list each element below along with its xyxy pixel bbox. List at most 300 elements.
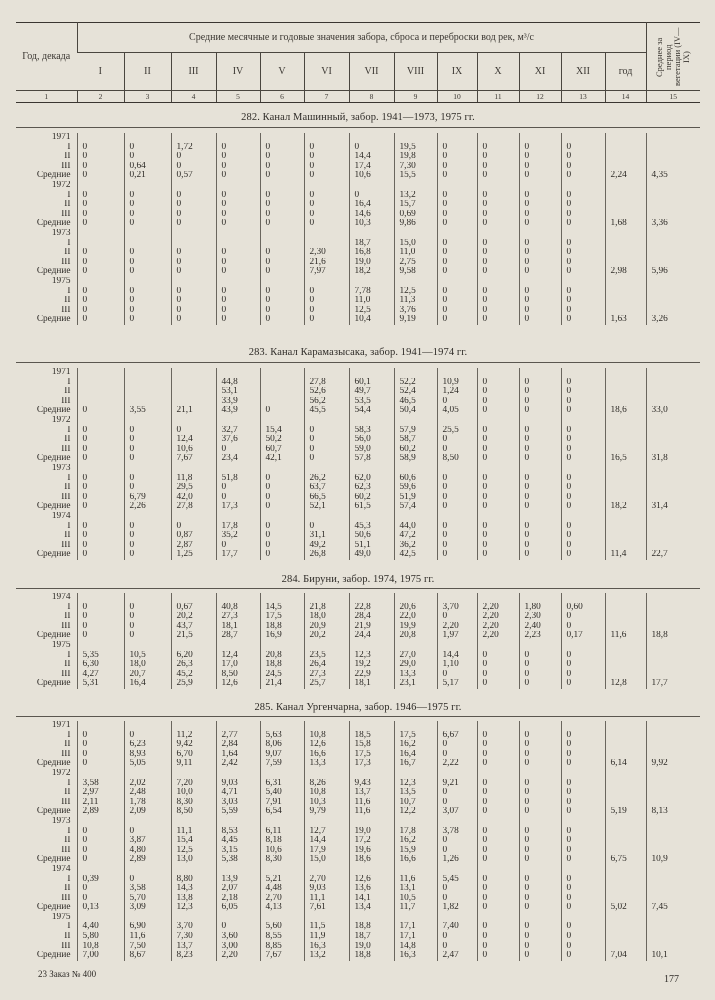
table-cell: 13,7 — [171, 942, 216, 952]
table-cell: 12,6 — [216, 679, 260, 689]
table-cell — [477, 641, 519, 651]
table-cell: 0 — [519, 750, 561, 760]
row-label: III — [61, 161, 71, 171]
table-cell — [437, 181, 477, 191]
table-cell — [394, 181, 437, 191]
table-cell: 59,0 — [349, 445, 394, 455]
table-cell: 0 — [77, 306, 124, 316]
table-cell: 5,21 — [260, 875, 304, 885]
table-cell: 0 — [519, 807, 561, 817]
table-cell: 0 — [77, 258, 124, 268]
table-cell: 0 — [561, 951, 605, 961]
table-cell: 0 — [561, 622, 605, 632]
table-cell: 15,4 — [171, 836, 216, 846]
table-cell — [124, 817, 171, 827]
table-cell — [394, 229, 437, 239]
table-cell: 0 — [216, 143, 260, 153]
row-label: III — [61, 396, 71, 406]
table-cell — [216, 512, 260, 522]
table-cell — [394, 721, 437, 731]
table-cell — [124, 397, 171, 407]
table-cell: 7,67 — [171, 454, 216, 464]
table-cell: 0 — [561, 827, 605, 837]
table-cell: 0 — [561, 474, 605, 484]
table-row — [16, 779, 700, 789]
table-cell — [260, 769, 304, 779]
table-cell — [519, 277, 561, 287]
table-cell — [646, 894, 700, 904]
table-cell: 2,20 — [477, 622, 519, 632]
table-cell: 0 — [561, 660, 605, 670]
table-cell — [605, 641, 646, 651]
table-cell: 8,23 — [171, 951, 216, 961]
table-cell: 5,45 — [437, 875, 477, 885]
table-cell: 0 — [216, 267, 260, 277]
table-cell — [646, 445, 700, 455]
table-cell: 2,24 — [605, 171, 646, 181]
table-cell — [605, 622, 646, 632]
table-row — [16, 502, 700, 512]
table-cell: 7,50 — [124, 942, 171, 952]
row-label: 1975 — [51, 276, 71, 286]
table-cell: 0 — [519, 258, 561, 268]
col-number: 5 — [216, 91, 260, 103]
table-cell — [646, 612, 700, 622]
table-cell — [216, 721, 260, 731]
table-cell: 0 — [77, 522, 124, 532]
col-number: 12 — [519, 91, 561, 103]
table-cell — [216, 239, 260, 249]
table-cell: 0 — [124, 454, 171, 464]
table-cell: 16,5 — [605, 454, 646, 464]
table-cell: 0 — [216, 483, 260, 493]
table-cell — [646, 942, 700, 952]
table-cell: 3,87 — [124, 836, 171, 846]
table-cell — [77, 416, 124, 426]
table-cell: 0 — [477, 378, 519, 388]
table-row — [16, 660, 700, 670]
table-cell — [124, 416, 171, 426]
table-cell — [646, 435, 700, 445]
table-cell: 0,64 — [124, 162, 171, 172]
table-cell: 6,30 — [77, 660, 124, 670]
table-cell — [646, 788, 700, 798]
table-cell — [171, 181, 216, 191]
table-cell: 0,87 — [171, 531, 216, 541]
table-cell: 7,59 — [260, 759, 304, 769]
table-cell: 57,4 — [394, 502, 437, 512]
table-cell: 17,5 — [394, 731, 437, 741]
table-cell: 0 — [561, 798, 605, 808]
section-title: 283. Канал Карамазысака, забор. 1941—1974 гг. — [248, 347, 468, 358]
table-cell: 0 — [77, 287, 124, 297]
table-cell: 2,47 — [437, 951, 477, 961]
table-cell — [646, 239, 700, 249]
table-cell: 14,1 — [349, 894, 394, 904]
table-cell: 19,5 — [394, 143, 437, 153]
table-cell: 0 — [124, 306, 171, 316]
row-label: 1973 — [51, 816, 71, 826]
table-cell: 18,1 — [216, 622, 260, 632]
table-cell: 58,7 — [394, 435, 437, 445]
table-cell: 0 — [519, 239, 561, 249]
table-cell: 0 — [260, 267, 304, 277]
table-cell: 0 — [519, 200, 561, 210]
table-cell: 16,2 — [394, 836, 437, 846]
table-cell: 2,20 — [477, 603, 519, 613]
table-cell — [561, 913, 605, 923]
table-cell: 4,35 — [646, 171, 700, 181]
col-number: 4 — [171, 91, 216, 103]
table-cell — [349, 817, 394, 827]
table-cell: 18,0 — [124, 660, 171, 670]
table-cell: 13,2 — [304, 951, 349, 961]
table-cell — [605, 884, 646, 894]
table-cell: 0 — [437, 248, 477, 258]
table-cell: 3,55 — [124, 406, 171, 416]
table-cell — [77, 133, 124, 143]
table-cell: 31,8 — [646, 454, 700, 464]
table-cell: 0 — [437, 239, 477, 249]
table-cell — [77, 181, 124, 191]
table-cell: 0 — [437, 493, 477, 503]
table-cell: 2,89 — [124, 855, 171, 865]
table-cell: 28,7 — [216, 631, 260, 641]
table-cell: 0 — [561, 670, 605, 680]
table-cell: 31,1 — [304, 531, 349, 541]
table-row — [16, 740, 700, 750]
table-cell: 0 — [519, 660, 561, 670]
table-cell: 0 — [124, 445, 171, 455]
table-cell: 16,3 — [394, 951, 437, 961]
table-cell: 9,92 — [646, 759, 700, 769]
table-cell: 0 — [124, 267, 171, 277]
table-cell: 0 — [519, 731, 561, 741]
table-cell: 7,91 — [260, 798, 304, 808]
table-cell — [437, 641, 477, 651]
table-cell: 0 — [477, 397, 519, 407]
row-label: II — [64, 387, 71, 397]
table-cell: 60,6 — [394, 474, 437, 484]
table-cell: 10,5 — [394, 894, 437, 904]
row-label: I — [67, 377, 71, 387]
table-cell — [561, 512, 605, 522]
table-cell: 0 — [437, 836, 477, 846]
table-cell: 0 — [561, 522, 605, 532]
row-label: II — [64, 788, 71, 798]
table-cell: 0 — [519, 493, 561, 503]
table-cell: 0 — [216, 210, 260, 220]
table-cell: 8,67 — [124, 951, 171, 961]
table-cell: 10,7 — [394, 798, 437, 808]
table-cell — [260, 277, 304, 287]
table-cell: 0 — [437, 522, 477, 532]
table-row — [16, 133, 700, 143]
table-cell — [605, 416, 646, 426]
table-cell: 0 — [171, 267, 216, 277]
table-row — [16, 296, 700, 306]
table-cell: 9,03 — [304, 884, 349, 894]
table-cell — [216, 181, 260, 191]
table-cell: 0 — [304, 287, 349, 297]
table-cell: 25,5 — [437, 426, 477, 436]
table-cell — [77, 368, 124, 378]
table-cell: 0 — [77, 474, 124, 484]
table-cell: 0 — [477, 922, 519, 932]
table-cell: 0 — [519, 454, 561, 464]
data-table — [16, 368, 700, 560]
table-cell: 0 — [561, 454, 605, 464]
table-cell: 5,96 — [646, 267, 700, 277]
table-cell: 8,53 — [216, 827, 260, 837]
row-label: 1974 — [51, 511, 71, 521]
table-cell — [646, 248, 700, 258]
table-cell — [394, 593, 437, 603]
table-cell: 0 — [561, 493, 605, 503]
table-cell: 0 — [124, 875, 171, 885]
table-cell: 19,0 — [349, 942, 394, 952]
table-cell: 0 — [477, 750, 519, 760]
table-cell — [646, 865, 700, 875]
table-cell — [646, 750, 700, 760]
table-cell: 0 — [124, 731, 171, 741]
table-cell: 16,8 — [349, 248, 394, 258]
row-label: Средние — [36, 759, 71, 769]
table-cell: 12,5 — [171, 846, 216, 856]
row-label: I — [67, 874, 71, 884]
table-cell: 11,6 — [124, 932, 171, 942]
table-cell: 2,26 — [124, 502, 171, 512]
row-label: III — [61, 209, 71, 219]
table-cell: 0 — [124, 258, 171, 268]
table-cell — [519, 368, 561, 378]
table-cell: 0 — [304, 152, 349, 162]
table-cell: 11,4 — [605, 550, 646, 560]
table-cell — [437, 865, 477, 875]
table-cell: 0 — [477, 219, 519, 229]
row-label: Средние — [36, 267, 71, 277]
table-cell: 0 — [304, 454, 349, 464]
table-cell: 0 — [561, 162, 605, 172]
table-cell: 18,1 — [349, 679, 394, 689]
table-cell: 0 — [77, 603, 124, 613]
table-cell: 7,97 — [304, 267, 349, 277]
table-cell: 0 — [216, 493, 260, 503]
table-cell — [605, 258, 646, 268]
col-number: 10 — [437, 91, 477, 103]
table-cell — [171, 229, 216, 239]
table-cell: 0 — [561, 219, 605, 229]
table-cell: 51,1 — [349, 541, 394, 551]
table-cell: 0 — [216, 258, 260, 268]
table-cell: 0 — [561, 248, 605, 258]
col-number: 9 — [394, 91, 437, 103]
table-row — [16, 171, 700, 181]
table-cell: 0 — [304, 315, 349, 325]
table-cell — [216, 593, 260, 603]
table-cell: 0 — [260, 306, 304, 316]
table-row — [16, 445, 700, 455]
table-cell: 0 — [477, 759, 519, 769]
table-cell: 0 — [561, 267, 605, 277]
table-cell — [646, 798, 700, 808]
table-cell — [646, 493, 700, 503]
table-cell: 21,8 — [304, 603, 349, 613]
table-cell: 0 — [477, 387, 519, 397]
table-cell — [304, 133, 349, 143]
table-cell: 0 — [477, 903, 519, 913]
table-cell: 7,78 — [349, 287, 394, 297]
table-cell: 0 — [260, 210, 304, 220]
table-cell — [605, 474, 646, 484]
table-cell: 0 — [561, 426, 605, 436]
table-cell: 19,2 — [349, 660, 394, 670]
table-cell: 6,20 — [171, 651, 216, 661]
table-cell: 0 — [437, 191, 477, 201]
col-number: 15 — [646, 91, 700, 103]
table-cell: 60,7 — [260, 445, 304, 455]
table-cell: 6,11 — [260, 827, 304, 837]
table-cell: 51,9 — [394, 493, 437, 503]
table-cell: 0 — [77, 846, 124, 856]
table-cell: 0 — [124, 315, 171, 325]
row-label: 1973 — [51, 228, 71, 238]
table-cell: 15,0 — [394, 239, 437, 249]
table-cell — [216, 641, 260, 651]
table-cell: 0 — [124, 296, 171, 306]
table-cell: 0 — [77, 502, 124, 512]
table-cell: 0 — [77, 248, 124, 258]
table-cell — [605, 397, 646, 407]
table-cell — [124, 133, 171, 143]
row-label: II — [64, 531, 71, 541]
table-cell: 0 — [477, 541, 519, 551]
table-cell: 0 — [519, 740, 561, 750]
period-header — [646, 23, 700, 91]
table-cell: 0 — [561, 932, 605, 942]
table-cell: 11,8 — [171, 474, 216, 484]
table-row — [16, 219, 700, 229]
table-cell: 0 — [77, 191, 124, 201]
table-cell — [646, 622, 700, 632]
table-cell — [124, 378, 171, 388]
table-cell — [216, 769, 260, 779]
table-cell — [394, 817, 437, 827]
table-cell: 17,3 — [216, 502, 260, 512]
table-cell — [519, 416, 561, 426]
table-cell: 0 — [561, 922, 605, 932]
table-cell: 0,60 — [561, 603, 605, 613]
table-cell — [124, 769, 171, 779]
table-row — [16, 855, 700, 865]
table-cell: 13,5 — [394, 788, 437, 798]
table-row — [16, 817, 700, 827]
table-cell: 0 — [437, 502, 477, 512]
table-cell — [646, 306, 700, 316]
table-cell: 2,18 — [216, 894, 260, 904]
table-cell: 0 — [77, 200, 124, 210]
table-cell — [646, 670, 700, 680]
table-row — [16, 612, 700, 622]
row-label: Средние — [36, 679, 71, 689]
table-cell — [304, 865, 349, 875]
table-cell: 0 — [477, 267, 519, 277]
table-cell: 16,4 — [124, 679, 171, 689]
row-label: III — [61, 669, 71, 679]
table-cell: 14,8 — [394, 942, 437, 952]
table-cell — [171, 387, 216, 397]
table-cell — [171, 512, 216, 522]
table-cell — [605, 133, 646, 143]
table-row — [16, 541, 700, 551]
table-cell: 11,5 — [304, 922, 349, 932]
table-cell: 2,77 — [216, 731, 260, 741]
table-cell: 1,72 — [171, 143, 216, 153]
table-cell: 7,00 — [77, 951, 124, 961]
table-cell: 1,26 — [437, 855, 477, 865]
table-row — [16, 836, 700, 846]
table-cell — [304, 239, 349, 249]
table-cell: 0,69 — [394, 210, 437, 220]
table-row — [16, 631, 700, 641]
table-cell: 8,85 — [260, 942, 304, 952]
table-cell: 0 — [561, 306, 605, 316]
table-cell: 7,45 — [646, 903, 700, 913]
table-cell: 0 — [561, 550, 605, 560]
table-cell: 0 — [216, 306, 260, 316]
table-cell — [605, 817, 646, 827]
table-cell — [605, 296, 646, 306]
table-cell: 53,5 — [349, 397, 394, 407]
table-cell: 0 — [437, 143, 477, 153]
table-cell: 4,80 — [124, 846, 171, 856]
table-cell — [646, 522, 700, 532]
table-cell: 17,2 — [349, 836, 394, 846]
table-cell — [477, 817, 519, 827]
table-cell: 0 — [304, 162, 349, 172]
row-label: 1974 — [51, 864, 71, 874]
table-cell — [561, 416, 605, 426]
table-cell: 11,1 — [304, 894, 349, 904]
row-label: Средние — [36, 502, 71, 512]
table-cell: 12,6 — [349, 875, 394, 885]
table-row — [16, 721, 700, 731]
table-row — [16, 454, 700, 464]
table-row — [16, 315, 700, 325]
table-cell: 2,23 — [519, 631, 561, 641]
table-cell: 22,7 — [646, 550, 700, 560]
table-cell: 0 — [216, 200, 260, 210]
table-cell: 0 — [477, 152, 519, 162]
table-cell: 18,7 — [349, 239, 394, 249]
row-label: 1975 — [51, 912, 71, 922]
table-cell — [605, 750, 646, 760]
table-cell — [605, 740, 646, 750]
section-title: 284. Бируни, забор. 1974, 1975 гг. — [281, 574, 435, 585]
table-cell: 9,42 — [171, 740, 216, 750]
table-cell: 33,0 — [646, 406, 700, 416]
table-cell — [646, 483, 700, 493]
table-cell: 18,6 — [349, 855, 394, 865]
table-cell: 0 — [77, 162, 124, 172]
table-cell: 0 — [260, 152, 304, 162]
table-cell — [394, 865, 437, 875]
table-cell: 20,9 — [304, 622, 349, 632]
table-cell: 2,20 — [477, 631, 519, 641]
table-cell — [646, 531, 700, 541]
table-cell — [561, 769, 605, 779]
table-cell: 0 — [77, 836, 124, 846]
